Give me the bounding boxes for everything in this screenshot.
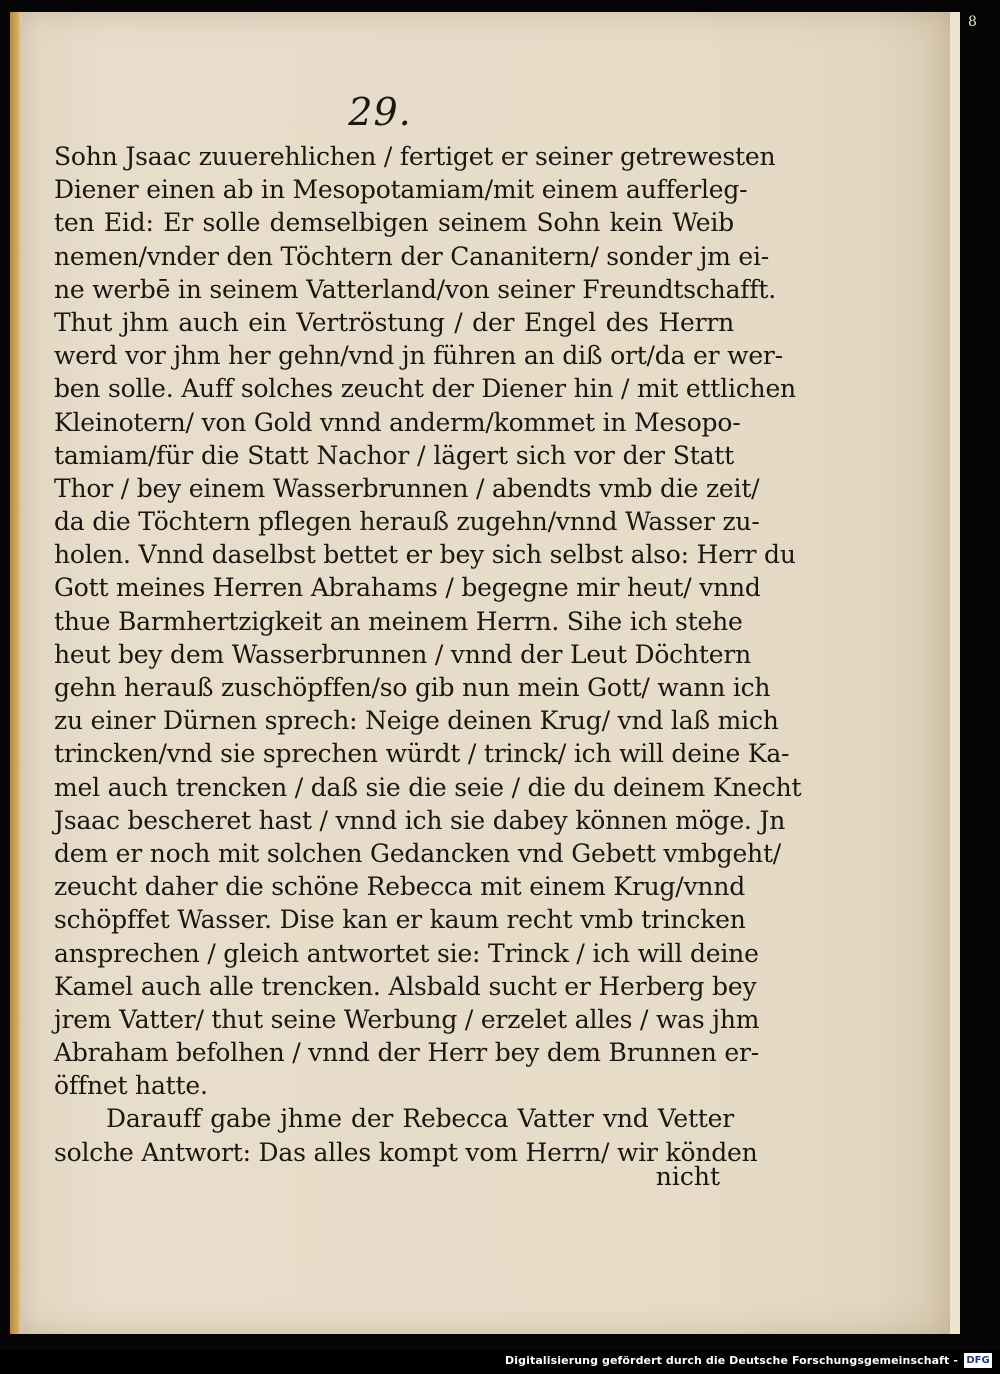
text-line: dem er noch mit solchen Gedancken vnd Gebett vmbgeht/ <box>54 838 782 868</box>
text-line: zeucht daher die schöne Rebecca mit einem Krug/vnnd <box>54 872 746 902</box>
credit-text: Digitalisierung gefördert durch die Deutsche Forschungsgemeinschaft - <box>505 1354 958 1367</box>
text-line: Kamel auch alle trencken. Alsbald sucht er Herberg bey <box>54 971 757 1001</box>
text-line: thue Barmhertzigkeit an meinem Herrn. Sihe ich stehe <box>54 606 743 636</box>
text-line: ben solle. Auff solches zeucht der Diener hin / mit ettlichen <box>54 374 796 404</box>
text-line: ne werbē in seinem Vatterland/von seiner Freundtschafft. <box>54 274 776 304</box>
text-line: werd vor jhm her gehn/vnd jn führen an diß ort/da er wer- <box>54 341 783 371</box>
book-spine-edge <box>10 12 22 1334</box>
text-line: holen. Vnnd daselbst bettet er bey sich selbst also: Herr du <box>54 540 796 570</box>
catchword: nicht <box>655 1162 720 1191</box>
text-line: zu einer Dürnen sprech: Neige deinen Krug/ vnd laß mich <box>54 706 779 736</box>
text-line: Gott meines Herren Abrahams / begegne mir heut/ vnnd <box>54 573 761 603</box>
text-line: heut bey dem Wasserbrunnen / vnnd der Leut Döchtern <box>54 639 751 669</box>
dfg-logo-icon: DFG <box>964 1353 992 1368</box>
text-line: Abraham befolhen / vnnd der Herr bey dem Brunnen er- <box>54 1038 759 1068</box>
text-line: Diener einen ab in Mesopotamiam/mit einem aufferleg- <box>54 175 748 205</box>
text-line: nemen/vnder den Töchtern der Cananitern/ sonder jm ei- <box>54 241 770 271</box>
page-right-margin <box>950 12 960 1334</box>
text-line: Thor / bey einem Wasserbrunnen / abendts vmb die zeit/ <box>54 473 760 503</box>
body-text <box>54 140 802 1169</box>
text-line: ansprechen / gleich antwortet sie: Trinck / ich will deine <box>54 938 759 968</box>
text-line: jrem Vatter/ thut seine Werbung / erzelet alles / was jhm <box>54 1004 760 1034</box>
text-line: schöpffet Wasser. Dise kan er kaum recht vmb trincken <box>54 905 746 935</box>
text-line: da die Töchtern pflegen herauß zugehn/vnnd Wasser zu- <box>54 507 760 537</box>
digitization-credit-bar <box>0 1350 1000 1374</box>
text-line: gehn herauß zuschöpffen/so gib nun mein Gott/ wann ich <box>54 673 771 702</box>
text-line: mel auch trencken / daß sie die seie / die du deinem Knecht <box>54 772 802 802</box>
page-number: 29. <box>348 90 412 134</box>
text-line: Darauff gabe jhme der Rebecca Vatter vnd Vetter <box>106 1104 734 1134</box>
text-line: ten Eid: Er solle demselbigen seinem Sohn kein Weib <box>54 208 734 238</box>
text-line: Jsaac bescheret hast / vnnd ich sie dabey können möge. Jn <box>54 805 786 835</box>
text-line: trincken/vnd sie sprechen würdt / trinck/ ich will deine Ka- <box>54 739 790 769</box>
text-line: Thut jhm auch ein Vertröstung / der Engel des Herrn <box>54 307 734 337</box>
text-line: Kleinotern/ von Gold vnnd anderm/kommet in Mesopo- <box>54 407 741 437</box>
text-line: solche Antwort: Das alles kompt vom Herrn/ wir könden <box>54 1137 758 1167</box>
text-line: öffnet hatte. <box>54 1071 208 1101</box>
corner-mark: 8 <box>968 14 977 30</box>
book-page <box>10 12 950 1334</box>
text-line: Sohn Jsaac zuuerehlichen / fertiget er seiner getrewesten <box>54 142 776 171</box>
text-line: tamiam/für die Statt Nachor / lägert sich vor der Statt <box>54 440 734 470</box>
